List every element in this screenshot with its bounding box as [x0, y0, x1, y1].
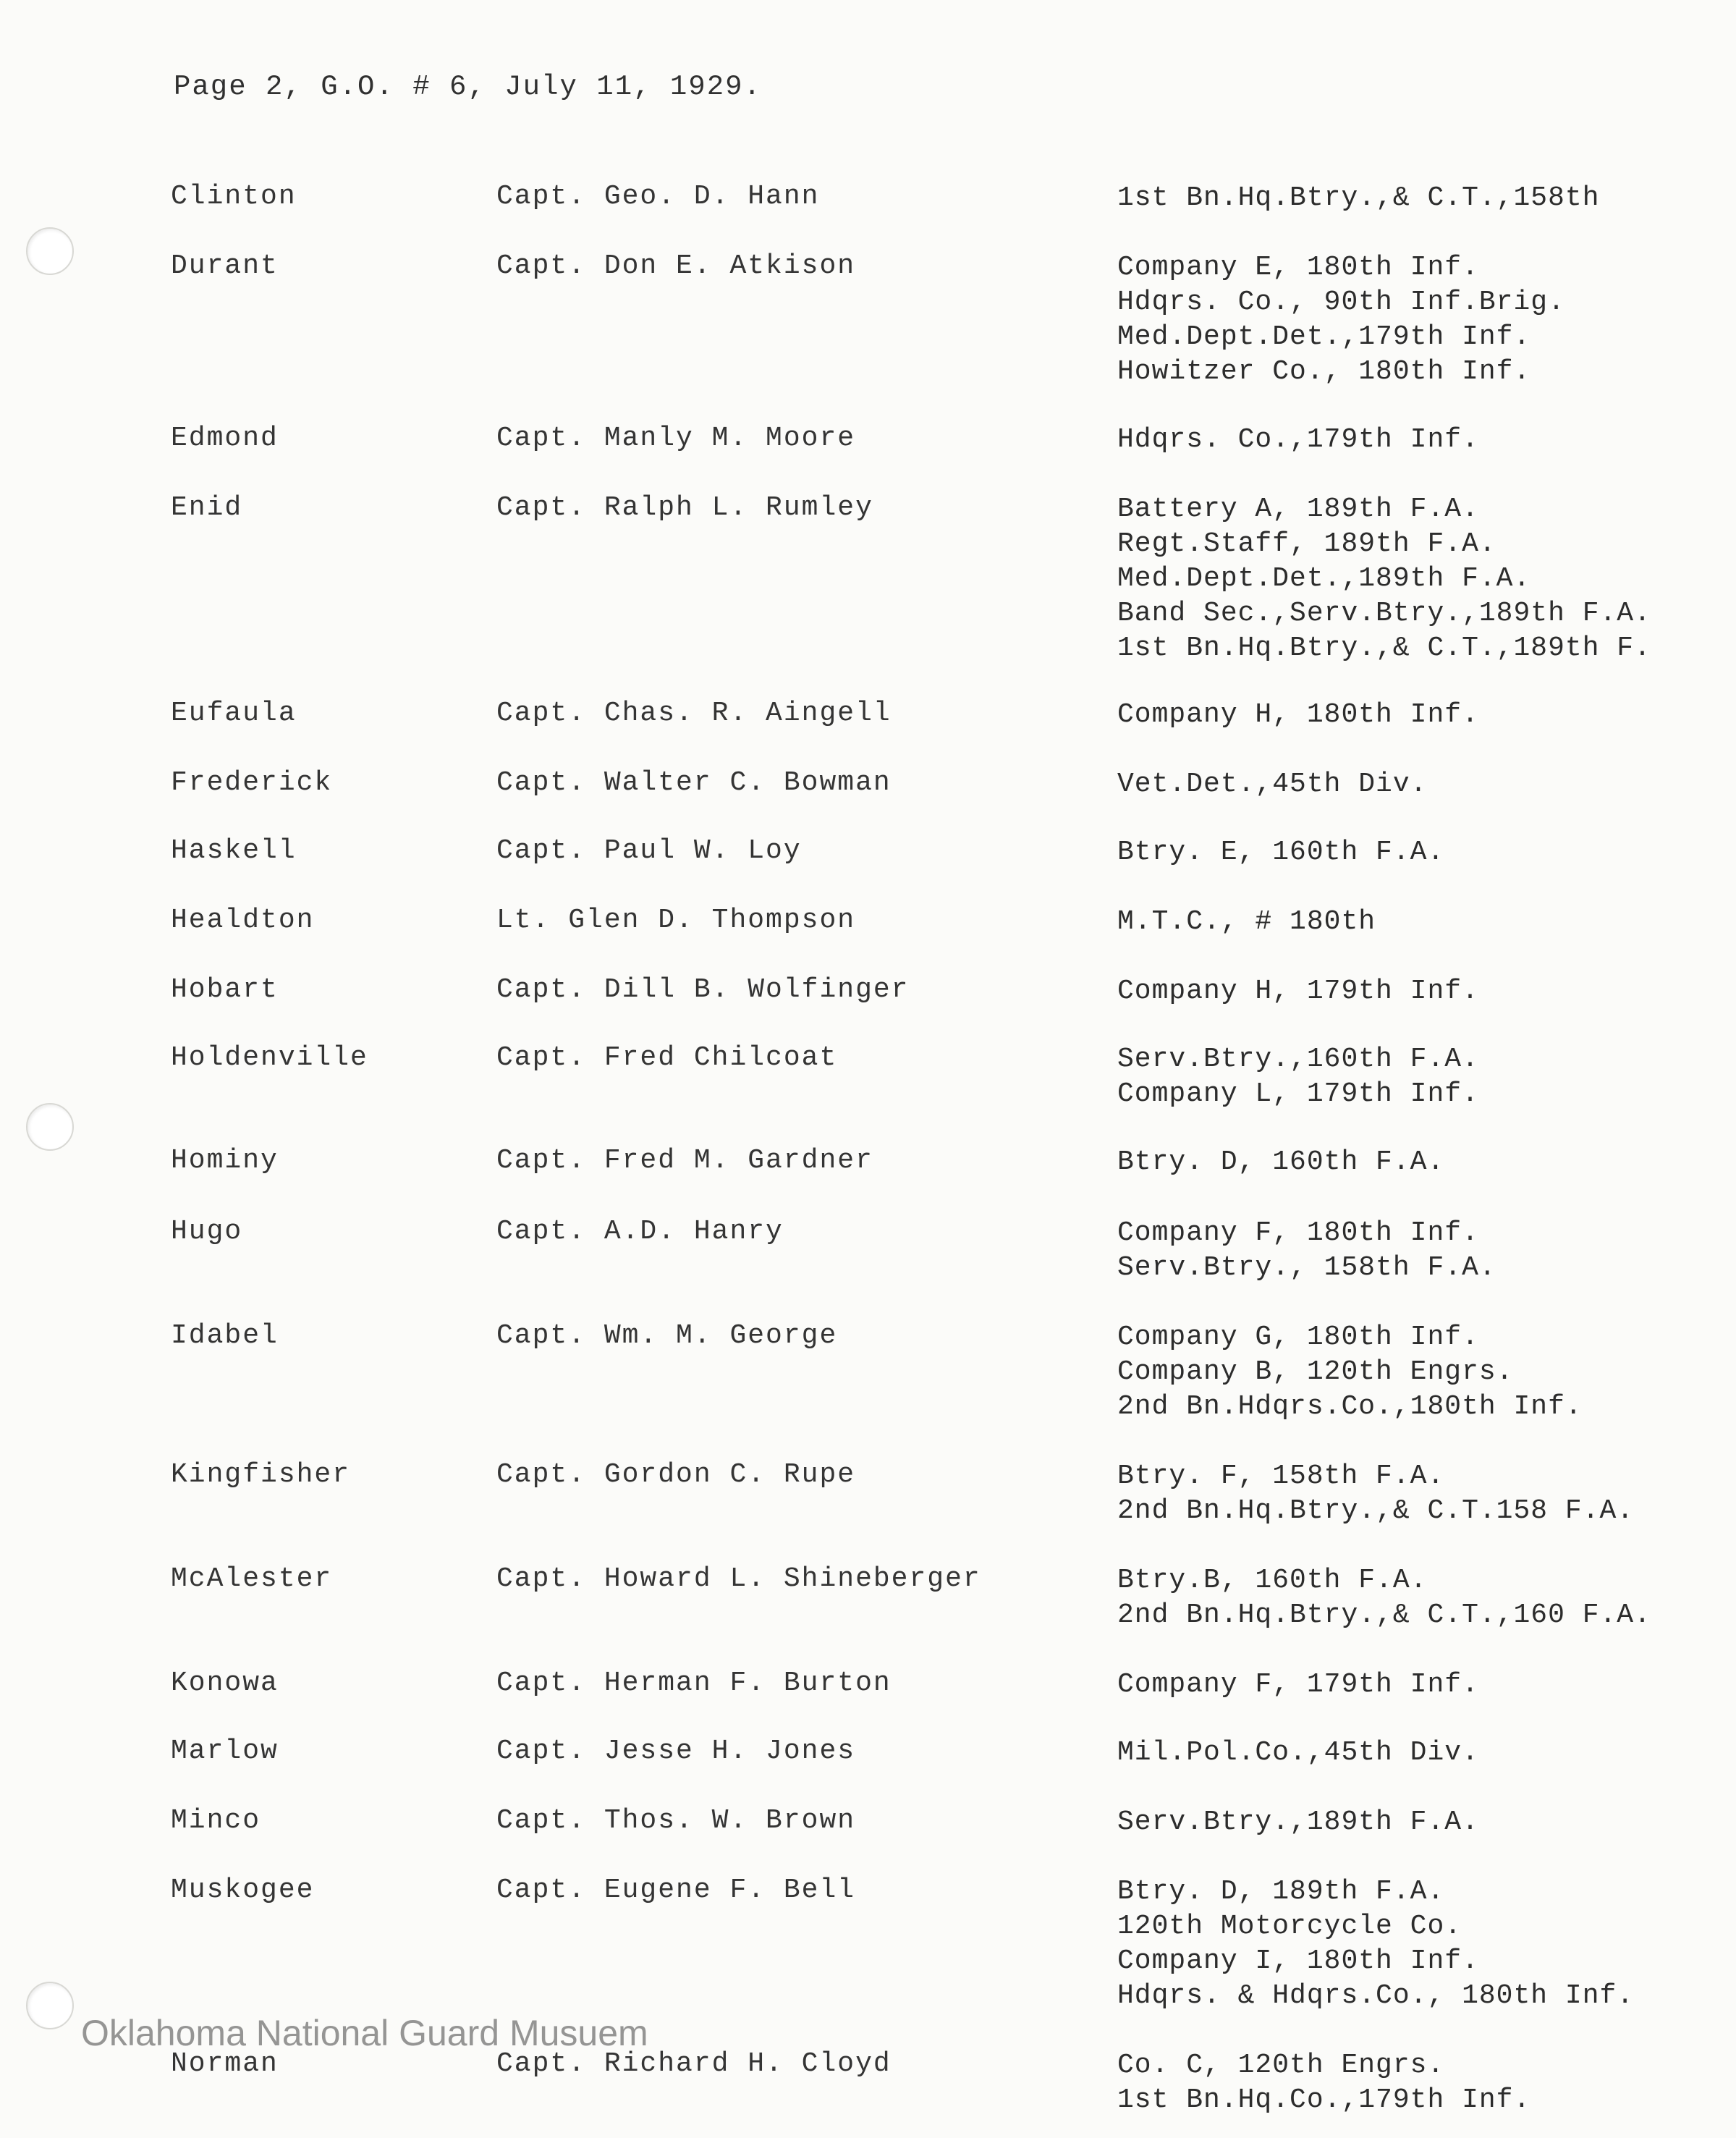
unit-line: Hdqrs. Co.,179th Inf. [1117, 424, 1479, 455]
binder-hole [26, 227, 74, 275]
unit-line: Regt.Staff, 189th F.A. [1117, 528, 1496, 559]
unit-line: 2nd Bn.Hq.Btry.,& C.T.158 F.A. [1117, 1495, 1635, 1526]
unit-line: Company F, 179th Inf. [1117, 1669, 1479, 1700]
town-name: Konowa [171, 1668, 279, 1699]
unit-list [1117, 1320, 1583, 1424]
town-name: Hominy [171, 1145, 279, 1176]
officer-name: Lt. Glen D. Thompson [496, 905, 856, 936]
officer-name: Capt. Manly M. Moore [496, 423, 856, 454]
unit-list [1117, 250, 1565, 389]
unit-list [1117, 1459, 1634, 1529]
unit-line: 2nd Bn.Hq.Btry.,& C.T.,160 F.A. [1117, 1600, 1651, 1631]
unit-line: M.T.C., # 180th [1117, 906, 1376, 937]
officer-name: Capt. Don E. Atkison [496, 250, 856, 282]
town-name: Healdton [171, 905, 315, 936]
unit-line: Mil.Pol.Co.,45th Div. [1117, 1737, 1479, 1768]
officer-name: Capt. Dill B. Wolfinger [496, 974, 910, 1005]
unit-line: Company I, 180th Inf. [1117, 1945, 1479, 1977]
unit-list [1117, 767, 1427, 802]
unit-line: Serv.Btry.,160th F.A. [1117, 1044, 1479, 1075]
unit-list [1117, 1668, 1479, 1702]
officer-name: Capt. Walter C. Bowman [496, 767, 892, 798]
unit-line: Company F, 180th Inf. [1117, 1217, 1479, 1248]
town-name: Idabel [171, 1320, 279, 1351]
unit-line: Battery A, 189th F.A. [1117, 494, 1479, 525]
town-name: Kingfisher [171, 1459, 351, 1490]
binder-hole [26, 1982, 74, 2029]
unit-line: Med.Dept.Det.,179th Inf. [1117, 321, 1531, 352]
officer-name: Capt. Herman F. Burton [496, 1668, 892, 1699]
officer-name: Capt. Paul W. Loy [496, 835, 802, 866]
unit-list [1117, 835, 1444, 870]
unit-line: Company G, 180th Inf. [1117, 1322, 1479, 1353]
unit-line: Btry. F, 158th F.A. [1117, 1461, 1445, 1492]
unit-line: Btry. E, 160th F.A. [1117, 837, 1445, 868]
unit-list [1117, 1805, 1479, 1840]
unit-list [1117, 1736, 1479, 1770]
unit-line: Company B, 120th Engrs. [1117, 1356, 1514, 1387]
town-name: McAlester [171, 1563, 333, 1594]
unit-line: Company L, 179th Inf. [1117, 1078, 1479, 1110]
unit-list [1117, 1563, 1651, 1633]
officer-name: Capt. Fred Chilcoat [496, 1042, 838, 1073]
officer-name: Capt. Eugene F. Bell [496, 1875, 856, 1906]
officer-name: Capt. Ralph L. Rumley [496, 492, 873, 523]
town-name: Durant [171, 250, 279, 282]
unit-line: Co. C, 120th Engrs. [1117, 2050, 1445, 2081]
unit-line: Company E, 180th Inf. [1117, 252, 1479, 283]
unit-line: Serv.Btry., 158th F.A. [1117, 1252, 1496, 1283]
town-name: Norman [171, 2048, 279, 2079]
officer-name: Capt. Chas. R. Aingell [496, 698, 892, 729]
town-name: Holdenville [171, 1042, 368, 1073]
officer-name: Capt. Gordon C. Rupe [496, 1459, 856, 1490]
binder-hole [26, 1103, 74, 1151]
unit-list [1117, 181, 1600, 216]
unit-line: Hdqrs. & Hdqrs.Co., 180th Inf. [1117, 1980, 1635, 2011]
unit-line: Vet.Det.,45th Div. [1117, 769, 1428, 800]
unit-line: 1st Bn.Hq.Co.,179th Inf. [1117, 2084, 1531, 2116]
town-name: Hobart [171, 974, 279, 1005]
town-name: Marlow [171, 1736, 279, 1767]
unit-list [1117, 698, 1479, 732]
watermark: Oklahoma National Guard Musuem [81, 2013, 648, 2053]
officer-name: Capt. Wm. M. George [496, 1320, 838, 1351]
unit-line: Btry.B, 160th F.A. [1117, 1565, 1428, 1596]
officer-name: Capt. A.D. Hanry [496, 1216, 784, 1247]
unit-line: 1st Bn.Hq.Btry.,& C.T.,158th [1117, 182, 1600, 214]
unit-line: 1st Bn.Hq.Btry.,& C.T.,189th F. [1117, 633, 1651, 664]
officer-name: Capt. Richard H. Cloyd [496, 2048, 892, 2079]
officer-name: Capt. Thos. W. Brown [496, 1805, 856, 1836]
unit-list [1117, 423, 1479, 457]
unit-line: 120th Motorcycle Co. [1117, 1911, 1462, 1942]
unit-line: 2nd Bn.Hdqrs.Co.,180th Inf. [1117, 1391, 1583, 1422]
unit-line: Band Sec.,Serv.Btry.,189th F.A. [1117, 598, 1651, 629]
town-name: Muskogee [171, 1875, 315, 1906]
town-name: Clinton [171, 181, 297, 212]
unit-list [1117, 492, 1651, 666]
officer-name: Capt. Howard L. Shineberger [496, 1563, 981, 1594]
unit-line: Howitzer Co., 180th Inf. [1117, 356, 1531, 387]
unit-line: Hdqrs. Co., 90th Inf.Brig. [1117, 287, 1565, 318]
unit-list [1117, 2048, 1530, 2118]
town-name: Minco [171, 1805, 261, 1836]
unit-line: Med.Dept.Det.,189th F.A. [1117, 563, 1531, 594]
town-name: Edmond [171, 423, 279, 454]
town-name: Hugo [171, 1216, 243, 1247]
unit-list [1117, 1145, 1444, 1180]
officer-name: Capt. Geo. D. Hann [496, 181, 820, 212]
town-name: Eufaula [171, 698, 297, 729]
town-name: Enid [171, 492, 243, 523]
town-name: Frederick [171, 767, 333, 798]
unit-line: Company H, 180th Inf. [1117, 699, 1479, 730]
unit-list [1117, 1216, 1496, 1285]
unit-list [1117, 974, 1479, 1009]
unit-line: Btry. D, 160th F.A. [1117, 1146, 1445, 1178]
officer-name: Capt. Fred M. Gardner [496, 1145, 873, 1176]
unit-list [1117, 905, 1376, 939]
town-name: Haskell [171, 835, 297, 866]
unit-list [1117, 1875, 1634, 2014]
unit-list [1117, 1042, 1479, 1112]
unit-line: Company H, 179th Inf. [1117, 976, 1479, 1007]
unit-line: Serv.Btry.,189th F.A. [1117, 1807, 1479, 1838]
unit-line: Btry. D, 189th F.A. [1117, 1876, 1445, 1907]
page-header: Page 2, G.O. # 6, July 11, 1929. [174, 71, 762, 103]
officer-name: Capt. Jesse H. Jones [496, 1736, 856, 1767]
